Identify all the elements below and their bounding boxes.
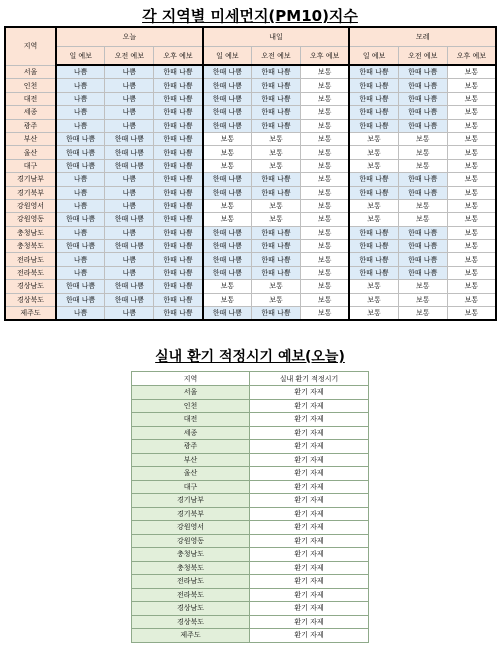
forecast-cell: 한때 나쁨: [398, 186, 447, 199]
vent-region-cell: 충청남도: [132, 548, 250, 562]
forecast-cell: 보통: [300, 253, 349, 266]
forecast-cell: 한때 나쁨: [252, 307, 301, 321]
vent-row: [132, 399, 369, 413]
vent-row: [132, 602, 369, 616]
forecast-cell: 보통: [300, 146, 349, 159]
forecast-cell: 한때 나쁨: [349, 106, 398, 119]
pm-row: [5, 199, 496, 212]
forecast-cell: 한때 나쁨: [56, 159, 105, 172]
vent-advice-cell: 환기 자제: [250, 615, 369, 629]
forecast-cell: 한때 나쁨: [154, 293, 203, 306]
forecast-cell: 한때 나쁨: [154, 199, 203, 212]
region-header: 지역: [5, 27, 56, 65]
forecast-cell: 한때 나쁨: [349, 186, 398, 199]
vent-region-cell: 세종: [132, 426, 250, 440]
forecast-cell: 나쁨: [56, 173, 105, 186]
forecast-cell: 한때 나쁨: [154, 65, 203, 79]
forecast-cell: 한때 나쁨: [398, 65, 447, 79]
vent-region-cell: 충청북도: [132, 561, 250, 575]
forecast-cell: 보통: [300, 159, 349, 172]
forecast-cell: 보통: [300, 186, 349, 199]
forecast-cell: 한때 나쁨: [349, 65, 398, 79]
forecast-cell: 한때 나쁨: [154, 92, 203, 105]
forecast-cell: 한때 나쁨: [203, 119, 252, 132]
vent-row: [132, 615, 369, 629]
forecast-cell: 보통: [398, 159, 447, 172]
vent-region-cell: 강원영서: [132, 521, 250, 535]
slot-header: 일 예보: [56, 47, 105, 66]
pm-row: [5, 293, 496, 306]
region-cell: 대구: [5, 159, 56, 172]
forecast-cell: 보통: [447, 106, 496, 119]
vent-region-cell: 울산: [132, 467, 250, 481]
pm-row: [5, 119, 496, 132]
pm-row: [5, 159, 496, 172]
forecast-cell: 한때 나쁨: [398, 266, 447, 279]
vent-advice-cell: 환기 자제: [250, 534, 369, 548]
vent-row: [132, 629, 369, 643]
vent-region-cell: 대구: [132, 480, 250, 494]
vent-advice-cell: 환기 자제: [250, 561, 369, 575]
forecast-cell: 나쁨: [56, 253, 105, 266]
forecast-cell: 보통: [300, 266, 349, 279]
forecast-cell: 한때 나쁨: [154, 307, 203, 321]
forecast-cell: 보통: [203, 293, 252, 306]
forecast-cell: 나쁨: [105, 226, 154, 239]
forecast-cell: 보통: [252, 213, 301, 226]
forecast-cell: 한때 나쁨: [154, 213, 203, 226]
vent-row: [132, 507, 369, 521]
forecast-cell: 보통: [252, 280, 301, 293]
pm-row: [5, 132, 496, 145]
forecast-cell: 보통: [300, 199, 349, 212]
forecast-cell: 보통: [447, 173, 496, 186]
region-cell: 인천: [5, 79, 56, 92]
forecast-cell: 한때 나쁨: [398, 240, 447, 253]
forecast-cell: 한때 나쁨: [56, 146, 105, 159]
forecast-cell: 나쁨: [56, 186, 105, 199]
vent-region-cell: 대전: [132, 413, 250, 427]
pm-header-slots: [5, 47, 496, 66]
forecast-cell: 나쁨: [56, 106, 105, 119]
forecast-cell: 나쁨: [105, 266, 154, 279]
forecast-cell: 한때 나쁨: [398, 119, 447, 132]
vent-advice-cell: 환기 자제: [250, 413, 369, 427]
forecast-cell: 한때 나쁨: [154, 253, 203, 266]
forecast-cell: 한때 나쁨: [398, 106, 447, 119]
pm10-table: [4, 26, 497, 321]
forecast-cell: 한때 나쁨: [349, 119, 398, 132]
vent-row: [132, 575, 369, 589]
forecast-cell: 한때 나쁨: [105, 146, 154, 159]
forecast-cell: 나쁨: [105, 119, 154, 132]
forecast-cell: 한때 나쁨: [56, 240, 105, 253]
forecast-cell: 보통: [447, 253, 496, 266]
forecast-cell: 보통: [349, 132, 398, 145]
forecast-cell: 보통: [300, 240, 349, 253]
forecast-cell: 한때 나쁨: [349, 92, 398, 105]
slot-header: 오후 예보: [447, 47, 496, 66]
vent-region-cell: 경상북도: [132, 615, 250, 629]
forecast-cell: 나쁨: [56, 119, 105, 132]
pm-row: [5, 307, 496, 321]
vent-row: [132, 588, 369, 602]
forecast-cell: 보통: [300, 79, 349, 92]
forecast-cell: 보통: [398, 293, 447, 306]
pm-row: [5, 173, 496, 186]
forecast-cell: 한때 나쁨: [398, 79, 447, 92]
pm-row: [5, 240, 496, 253]
vent-advice-cell: 환기 자제: [250, 467, 369, 481]
forecast-cell: 한때 나쁨: [203, 266, 252, 279]
forecast-cell: 한때 나쁨: [154, 186, 203, 199]
pm-row: [5, 266, 496, 279]
forecast-cell: 보통: [300, 293, 349, 306]
vent-row: [132, 494, 369, 508]
pm-row: [5, 226, 496, 239]
forecast-cell: 보통: [252, 293, 301, 306]
forecast-cell: 한때 나쁨: [252, 106, 301, 119]
forecast-cell: 한때 나쁨: [154, 159, 203, 172]
region-cell: 전라남도: [5, 253, 56, 266]
vent-row: [132, 440, 369, 454]
forecast-cell: 한때 나쁨: [349, 240, 398, 253]
forecast-cell: 한때 나쁨: [349, 79, 398, 92]
forecast-cell: 한때 나쁨: [154, 106, 203, 119]
slot-header: 일 예보: [349, 47, 398, 66]
pm10-title: 각 지역별 미세먼지(PM10)지수: [142, 7, 358, 25]
forecast-cell: 보통: [447, 293, 496, 306]
vent-region-cell: 서울: [132, 386, 250, 400]
forecast-cell: 나쁨: [105, 199, 154, 212]
region-cell: 제주도: [5, 307, 56, 321]
forecast-cell: 보통: [203, 199, 252, 212]
forecast-cell: 보통: [447, 92, 496, 105]
slot-header: 오전 예보: [105, 47, 154, 66]
forecast-cell: 한때 나쁨: [105, 240, 154, 253]
forecast-cell: 나쁨: [105, 79, 154, 92]
forecast-cell: 보통: [447, 132, 496, 145]
forecast-cell: 한때 나쁨: [154, 146, 203, 159]
forecast-cell: 보통: [300, 92, 349, 105]
vent-header-row: [132, 372, 369, 386]
forecast-cell: 보통: [398, 213, 447, 226]
region-cell: 강원영동: [5, 213, 56, 226]
forecast-cell: 한때 나쁨: [349, 253, 398, 266]
forecast-cell: 나쁨: [56, 199, 105, 212]
forecast-cell: 보통: [349, 146, 398, 159]
forecast-cell: 보통: [203, 132, 252, 145]
vent-advice-cell: 환기 자제: [250, 453, 369, 467]
region-cell: 충청북도: [5, 240, 56, 253]
forecast-cell: 보통: [349, 199, 398, 212]
region-cell: 경기북부: [5, 186, 56, 199]
region-cell: 서울: [5, 65, 56, 79]
region-cell: 경기남부: [5, 173, 56, 186]
forecast-cell: 한때 나쁨: [105, 280, 154, 293]
forecast-cell: 보통: [300, 213, 349, 226]
forecast-cell: 보통: [447, 186, 496, 199]
vent-row: [132, 480, 369, 494]
forecast-cell: 한때 나쁨: [252, 266, 301, 279]
day-header: 모레: [349, 27, 496, 47]
forecast-cell: 나쁨: [105, 65, 154, 79]
forecast-cell: 나쁨: [56, 79, 105, 92]
forecast-cell: 보통: [349, 307, 398, 321]
vent-advice-cell: 환기 자제: [250, 386, 369, 400]
forecast-cell: 보통: [300, 132, 349, 145]
region-cell: 광주: [5, 119, 56, 132]
pm-row: [5, 280, 496, 293]
forecast-cell: 한때 나쁨: [203, 106, 252, 119]
vent-region-cell: 전라북도: [132, 588, 250, 602]
forecast-cell: 한때 나쁨: [398, 173, 447, 186]
forecast-cell: 나쁨: [56, 92, 105, 105]
forecast-cell: 보통: [398, 146, 447, 159]
pm-row: [5, 146, 496, 159]
vent-advice-cell: 환기 자제: [250, 548, 369, 562]
vent-advice-cell: 환기 자제: [250, 399, 369, 413]
region-cell: 세종: [5, 106, 56, 119]
forecast-cell: 보통: [300, 119, 349, 132]
forecast-cell: 한때 나쁨: [56, 280, 105, 293]
forecast-cell: 한때 나쁨: [252, 186, 301, 199]
forecast-cell: 한때 나쁨: [105, 159, 154, 172]
vent-row: [132, 521, 369, 535]
vent-advice-cell: 환기 자제: [250, 426, 369, 440]
forecast-cell: 보통: [447, 79, 496, 92]
forecast-cell: 보통: [398, 132, 447, 145]
vent-advice-cell: 환기 자제: [250, 629, 369, 643]
vent-row: [132, 467, 369, 481]
forecast-cell: 보통: [447, 307, 496, 321]
vent-region-cell: 부산: [132, 453, 250, 467]
pm-row: [5, 65, 496, 79]
forecast-cell: 한때 나쁨: [252, 65, 301, 79]
forecast-cell: 보통: [447, 65, 496, 79]
forecast-cell: 보통: [447, 280, 496, 293]
region-cell: 경상남도: [5, 280, 56, 293]
forecast-cell: 한때 나쁨: [203, 65, 252, 79]
vent-advice-cell: 환기 자제: [250, 507, 369, 521]
pm-row: [5, 79, 496, 92]
vent-region-cell: 전라남도: [132, 575, 250, 589]
pm-row: [5, 106, 496, 119]
forecast-cell: 나쁨: [105, 307, 154, 321]
vent-header-cell: 지역: [132, 372, 250, 386]
vent-region-cell: 제주도: [132, 629, 250, 643]
forecast-cell: 나쁨: [105, 173, 154, 186]
forecast-cell: 한때 나쁨: [252, 253, 301, 266]
forecast-cell: 한때 나쁨: [56, 132, 105, 145]
forecast-cell: 보통: [252, 132, 301, 145]
day-header: 오늘: [56, 27, 203, 47]
forecast-cell: 한때 나쁨: [154, 173, 203, 186]
vent-region-cell: 인천: [132, 399, 250, 413]
forecast-cell: 보통: [252, 146, 301, 159]
region-cell: 충청남도: [5, 226, 56, 239]
forecast-cell: 한때 나쁨: [203, 92, 252, 105]
forecast-cell: 보통: [447, 159, 496, 172]
forecast-cell: 한때 나쁨: [154, 240, 203, 253]
forecast-cell: 보통: [398, 280, 447, 293]
vent-row: [132, 548, 369, 562]
vent-region-cell: 경기남부: [132, 494, 250, 508]
forecast-cell: 나쁨: [56, 226, 105, 239]
pm-row: [5, 92, 496, 105]
forecast-cell: 한때 나쁨: [154, 280, 203, 293]
forecast-cell: 한때 나쁨: [154, 226, 203, 239]
ventilation-title: 실내 환기 적정시기 예보(오늘): [155, 349, 345, 365]
vent-advice-cell: 환기 자제: [250, 575, 369, 589]
region-cell: 경상북도: [5, 293, 56, 306]
forecast-cell: 보통: [349, 159, 398, 172]
vent-row: [132, 561, 369, 575]
forecast-cell: 보통: [398, 307, 447, 321]
forecast-cell: 한때 나쁨: [105, 293, 154, 306]
vent-advice-cell: 환기 자제: [250, 440, 369, 454]
region-cell: 울산: [5, 146, 56, 159]
forecast-cell: 한때 나쁨: [398, 92, 447, 105]
forecast-cell: 한때 나쁨: [349, 173, 398, 186]
forecast-cell: 한때 나쁨: [252, 92, 301, 105]
slot-header: 오후 예보: [300, 47, 349, 66]
forecast-cell: 한때 나쁨: [105, 213, 154, 226]
forecast-cell: 한때 나쁨: [203, 307, 252, 321]
pm-row: [5, 213, 496, 226]
forecast-cell: 한때 나쁨: [154, 79, 203, 92]
forecast-cell: 한때 나쁨: [252, 226, 301, 239]
forecast-cell: 보통: [349, 280, 398, 293]
slot-header: 오전 예보: [398, 47, 447, 66]
region-cell: 부산: [5, 132, 56, 145]
vent-header-cell: 실내 환기 적정시기: [250, 372, 369, 386]
forecast-cell: 한때 나쁨: [203, 186, 252, 199]
vent-advice-cell: 환기 자제: [250, 602, 369, 616]
forecast-cell: 한때 나쁨: [398, 253, 447, 266]
pm-row: [5, 186, 496, 199]
forecast-cell: 보통: [203, 280, 252, 293]
forecast-cell: 보통: [447, 226, 496, 239]
region-cell: 강원영서: [5, 199, 56, 212]
forecast-cell: 한때 나쁨: [203, 226, 252, 239]
slot-header: 일 예보: [203, 47, 252, 66]
forecast-cell: 한때 나쁨: [252, 119, 301, 132]
vent-row: [132, 426, 369, 440]
forecast-cell: 보통: [447, 199, 496, 212]
forecast-cell: 보통: [447, 119, 496, 132]
vent-region-cell: 광주: [132, 440, 250, 454]
vent-advice-cell: 환기 자제: [250, 480, 369, 494]
forecast-cell: 한때 나쁨: [252, 173, 301, 186]
forecast-cell: 나쁨: [56, 65, 105, 79]
forecast-cell: 한때 나쁨: [203, 240, 252, 253]
forecast-cell: 한때 나쁨: [398, 226, 447, 239]
forecast-cell: 보통: [300, 280, 349, 293]
vent-row: [132, 453, 369, 467]
forecast-cell: 한때 나쁨: [105, 132, 154, 145]
forecast-cell: 한때 나쁨: [203, 173, 252, 186]
vent-region-cell: 경상남도: [132, 602, 250, 616]
forecast-cell: 보통: [300, 65, 349, 79]
forecast-cell: 보통: [300, 226, 349, 239]
forecast-cell: 보통: [300, 106, 349, 119]
forecast-cell: 한때 나쁨: [252, 240, 301, 253]
forecast-cell: 보통: [447, 266, 496, 279]
forecast-cell: 나쁨: [105, 92, 154, 105]
vent-advice-cell: 환기 자제: [250, 588, 369, 602]
vent-row: [132, 413, 369, 427]
slot-header: 오전 예보: [252, 47, 301, 66]
region-cell: 전라북도: [5, 266, 56, 279]
ventilation-table: [131, 371, 369, 643]
forecast-cell: 한때 나쁨: [252, 79, 301, 92]
forecast-cell: 한때 나쁨: [154, 266, 203, 279]
forecast-cell: 보통: [300, 307, 349, 321]
vent-row: [132, 386, 369, 400]
forecast-cell: 보통: [447, 240, 496, 253]
forecast-cell: 한때 나쁨: [154, 132, 203, 145]
forecast-cell: 한때 나쁨: [56, 293, 105, 306]
forecast-cell: 나쁨: [56, 307, 105, 321]
forecast-cell: 한때 나쁨: [203, 79, 252, 92]
forecast-cell: 보통: [300, 173, 349, 186]
vent-advice-cell: 환기 자제: [250, 494, 369, 508]
forecast-cell: 나쁨: [56, 266, 105, 279]
vent-region-cell: 경기북부: [132, 507, 250, 521]
forecast-cell: 보통: [252, 159, 301, 172]
vent-row: [132, 534, 369, 548]
forecast-cell: 보통: [349, 293, 398, 306]
pm-header-days: [5, 27, 496, 47]
forecast-cell: 나쁨: [105, 253, 154, 266]
forecast-cell: 한때 나쁨: [349, 266, 398, 279]
forecast-cell: 보통: [447, 213, 496, 226]
forecast-cell: 보통: [203, 146, 252, 159]
vent-region-cell: 강원영동: [132, 534, 250, 548]
region-cell: 대전: [5, 92, 56, 105]
forecast-cell: 보통: [203, 159, 252, 172]
forecast-cell: 한때 나쁨: [349, 226, 398, 239]
slot-header: 오후 예보: [154, 47, 203, 66]
forecast-cell: 보통: [203, 213, 252, 226]
forecast-cell: 보통: [447, 146, 496, 159]
forecast-cell: 한때 나쁨: [203, 253, 252, 266]
forecast-cell: 보통: [398, 199, 447, 212]
forecast-cell: 보통: [349, 213, 398, 226]
forecast-cell: 나쁨: [105, 186, 154, 199]
forecast-cell: 나쁨: [105, 106, 154, 119]
forecast-cell: 보통: [252, 199, 301, 212]
forecast-cell: 한때 나쁨: [56, 213, 105, 226]
pm-row: [5, 253, 496, 266]
day-header: 내일: [203, 27, 350, 47]
forecast-cell: 한때 나쁨: [154, 119, 203, 132]
vent-advice-cell: 환기 자제: [250, 521, 369, 535]
